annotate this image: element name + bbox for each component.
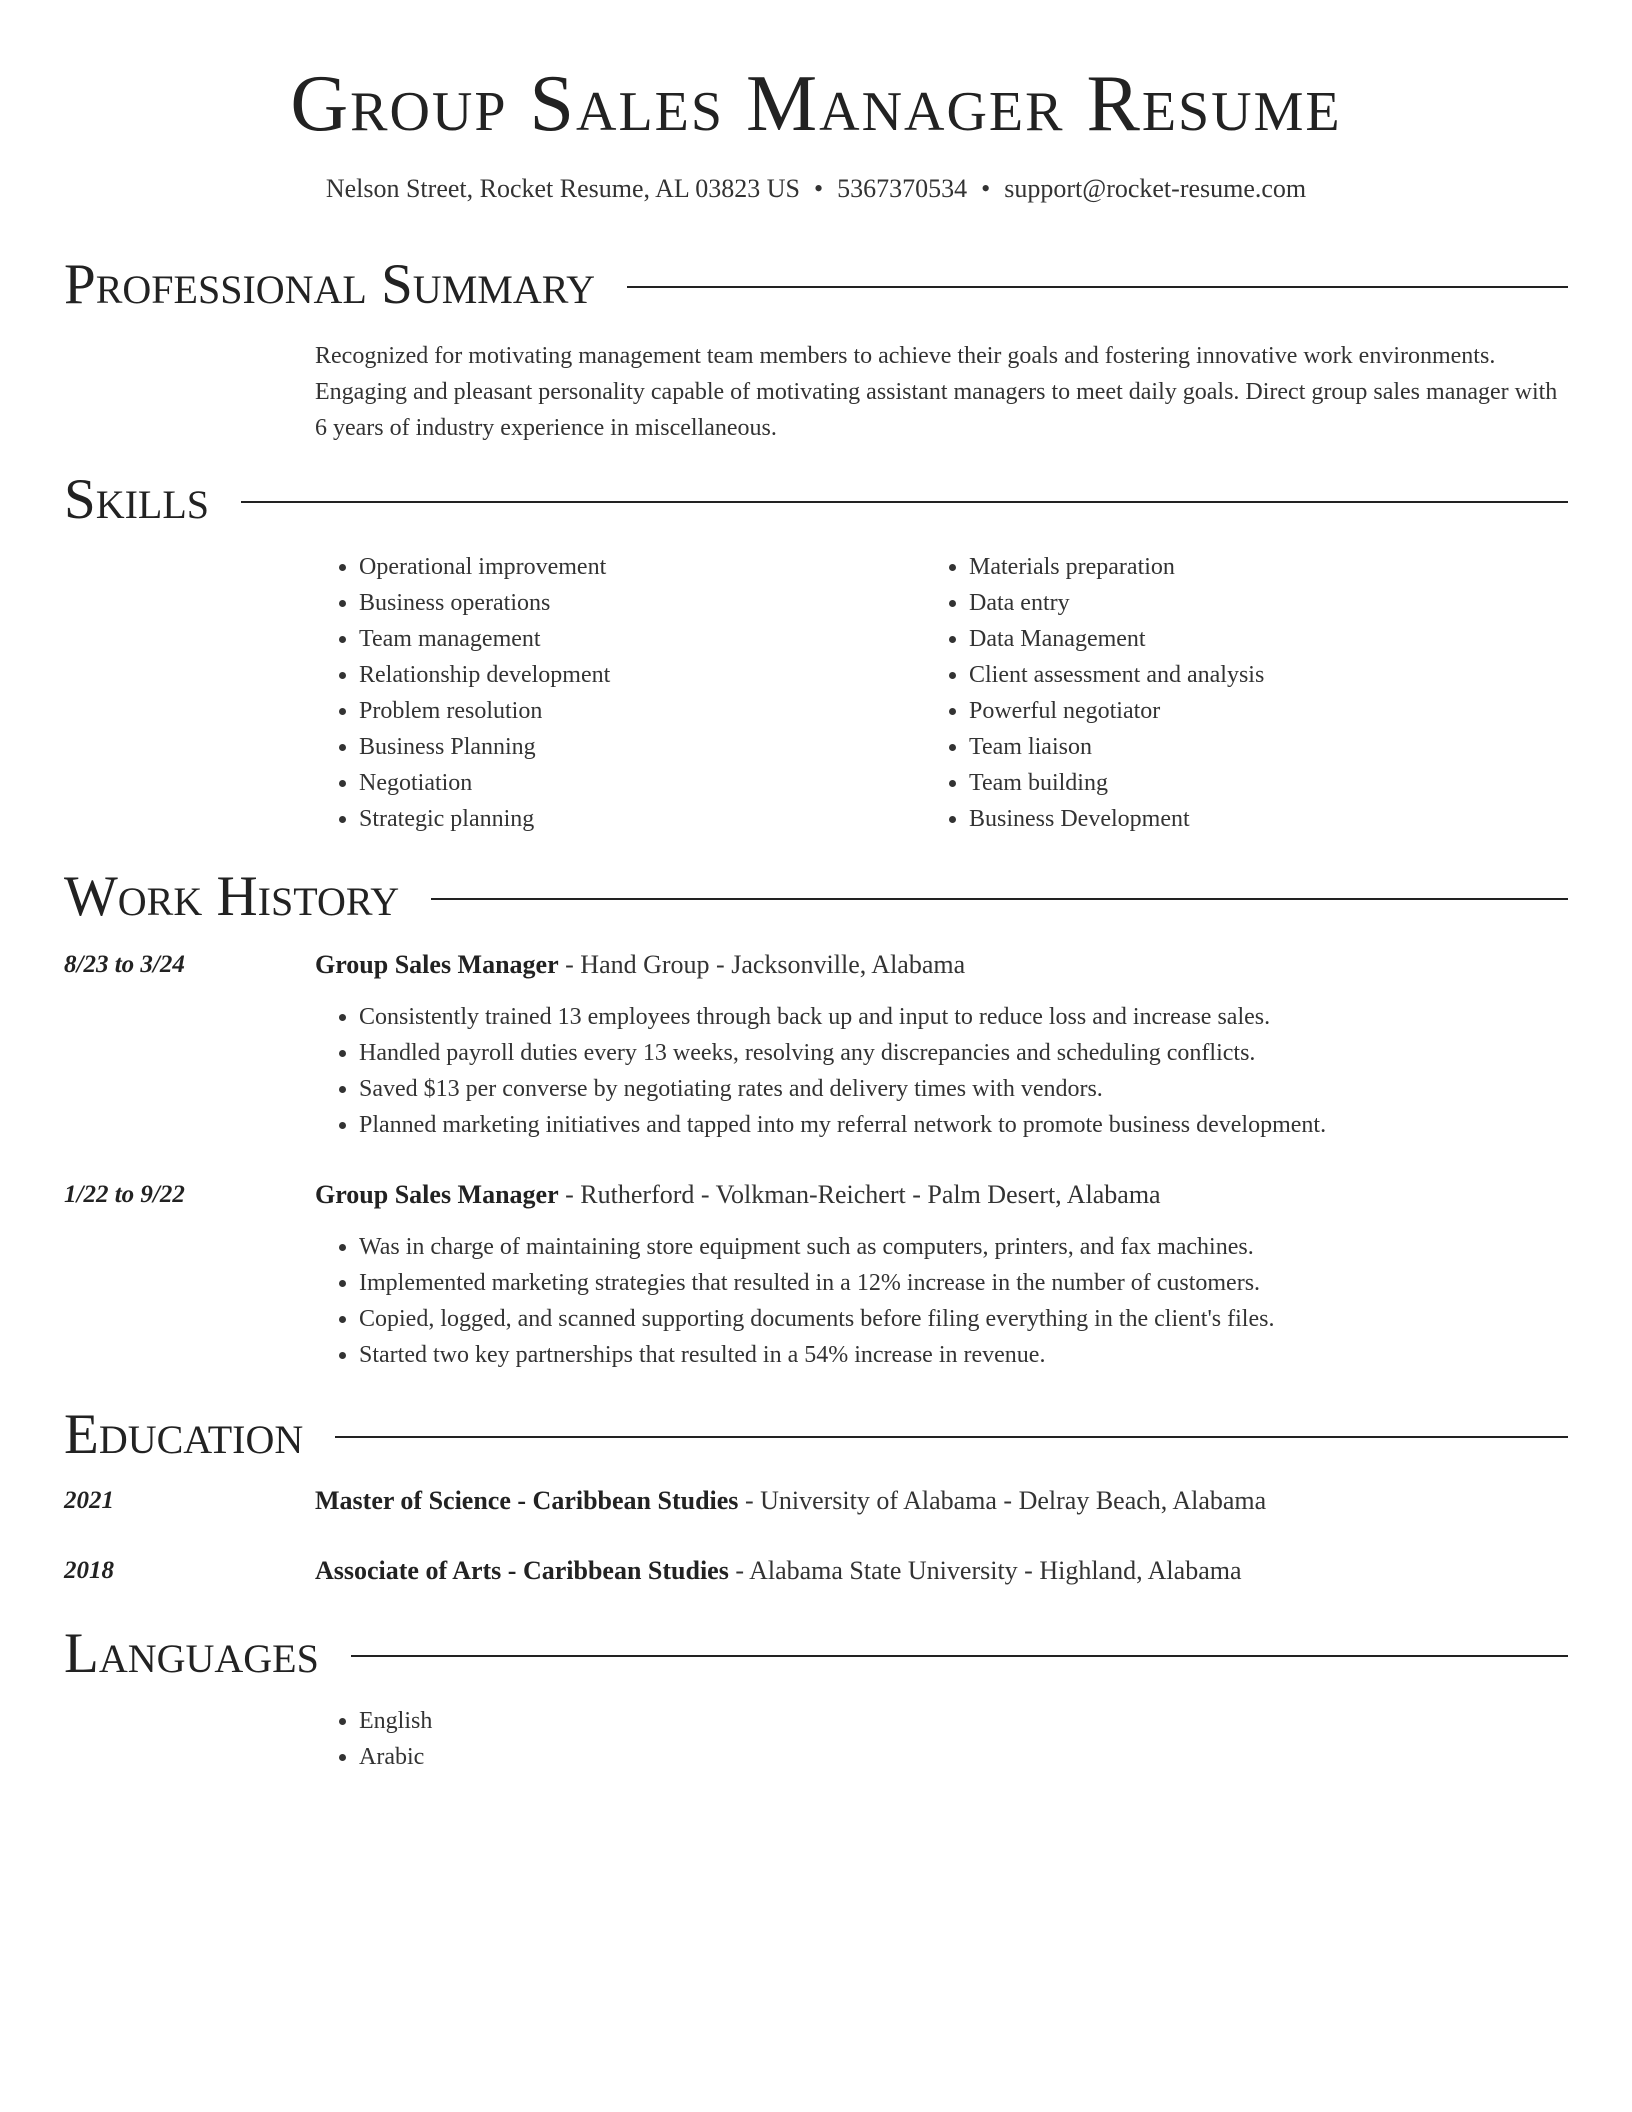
section-header-skills	[64, 465, 1568, 535]
section-title-education: Education	[64, 1403, 304, 1466]
job-company: - Rutherford - Volkman-Reichert - Palm Desert, Alabama	[558, 1180, 1161, 1209]
education-school: - Alabama State University - Highland, Alabama	[728, 1556, 1242, 1585]
section-header-languages	[64, 1619, 1568, 1689]
job-title-line	[315, 1177, 1161, 1213]
section-divider	[431, 898, 1568, 900]
education-school: - University of Alabama - Delray Beach, Alabama	[738, 1486, 1267, 1515]
job-bullet: • Handled payroll duties every 13 weeks, resolving any discrepancies and scheduling conflicts.	[359, 1035, 1609, 1071]
section-divider	[627, 286, 1568, 288]
section-divider	[351, 1655, 1568, 1657]
contact-separator: •	[981, 174, 991, 203]
job-dates: 8/23 to 3/24	[64, 951, 185, 978]
job-bullets	[315, 999, 1609, 1143]
contact-separator: •	[814, 174, 824, 203]
contact-address: Nelson Street, Rocket Resume, AL 03823 US	[325, 174, 801, 203]
contact-phone: 5367370534	[837, 174, 968, 203]
language-item: • Arabic	[359, 1739, 959, 1775]
section-title-work: Work History	[64, 865, 400, 928]
job-title-line	[315, 947, 965, 983]
skill-item: • Powerful negotiator	[969, 693, 1569, 729]
summary-text: Recognized for motivating management team members to achieve their goals and fostering innovative work environments. Engaging and pleasant personality capable of motivating assistant managers to meet daily goals. Direct group sales manager with 6 years of industry experience in miscellaneous.	[315, 343, 1558, 441]
job-bullet: • Planned marketing initiatives and tapped into my referral network to promote business development.	[359, 1107, 1609, 1143]
skill-item: • Strategic planning	[359, 801, 919, 837]
skill-item: • Business operations	[359, 585, 919, 621]
education-degree: Master of Science - Caribbean Studies	[315, 1486, 739, 1515]
section-title-summary: Professional Summary	[64, 253, 596, 316]
job-bullet: • Copied, logged, and scanned supporting documents before filing everything in the client's files.	[359, 1301, 1609, 1337]
job-bullet: • Implemented marketing strategies that resulted in a 12% increase in the number of customers.	[359, 1265, 1609, 1301]
section-divider	[335, 1436, 1568, 1438]
education-degree: Associate of Arts - Caribbean Studies	[315, 1556, 729, 1585]
skills-list-left	[315, 549, 919, 837]
job-dates: 1/22 to 9/22	[64, 1181, 185, 1208]
skills-list-right	[925, 549, 1569, 837]
skill-item: • Business Planning	[359, 729, 919, 765]
section-title-languages: Languages	[64, 1622, 319, 1685]
job-bullets	[315, 1229, 1609, 1373]
languages-list	[315, 1703, 959, 1775]
section-divider	[241, 501, 1568, 503]
resume-title: Group Sales Manager Resume	[290, 60, 1342, 148]
job-bullet: • Saved $13 per converse by negotiating rates and delivery times with vendors.	[359, 1071, 1609, 1107]
skill-item: • Relationship development	[359, 657, 919, 693]
skill-item: • Client assessment and analysis	[969, 657, 1569, 693]
job-role: Group Sales Manager	[315, 1180, 559, 1209]
skill-item: • Data Management	[969, 621, 1569, 657]
skill-item: • Materials preparation	[969, 549, 1569, 585]
job-bullet: • Was in charge of maintaining store equipment such as computers, printers, and fax machines.	[359, 1229, 1609, 1265]
contact-email: support@rocket-resume.com	[1004, 174, 1307, 203]
job-bullet: • Started two key partnerships that resulted in a 54% increase in revenue.	[359, 1337, 1609, 1373]
job-company: - Hand Group - Jacksonville, Alabama	[558, 950, 966, 979]
education-year: 2018	[64, 1557, 114, 1584]
skill-item: • Operational improvement	[359, 549, 919, 585]
skill-item: • Team management	[359, 621, 919, 657]
contact-line	[0, 172, 1632, 206]
section-title-skills: Skills	[64, 468, 210, 531]
education-line	[315, 1483, 1266, 1519]
section-header-summary	[64, 250, 1568, 320]
skill-item: • Team building	[969, 765, 1569, 801]
job-role: Group Sales Manager	[315, 950, 559, 979]
language-item: • English	[359, 1703, 959, 1739]
skill-item: • Problem resolution	[359, 693, 919, 729]
skill-item: • Data entry	[969, 585, 1569, 621]
education-year: 2021	[64, 1487, 114, 1514]
job-bullet: • Consistently trained 13 employees through back up and input to reduce loss and increase sales.	[359, 999, 1609, 1035]
skill-item: • Business Development	[969, 801, 1569, 837]
skill-item: • Team liaison	[969, 729, 1569, 765]
skill-item: • Negotiation	[359, 765, 919, 801]
education-line	[315, 1553, 1242, 1589]
section-header-work	[64, 862, 1568, 932]
section-header-education	[64, 1400, 1568, 1470]
